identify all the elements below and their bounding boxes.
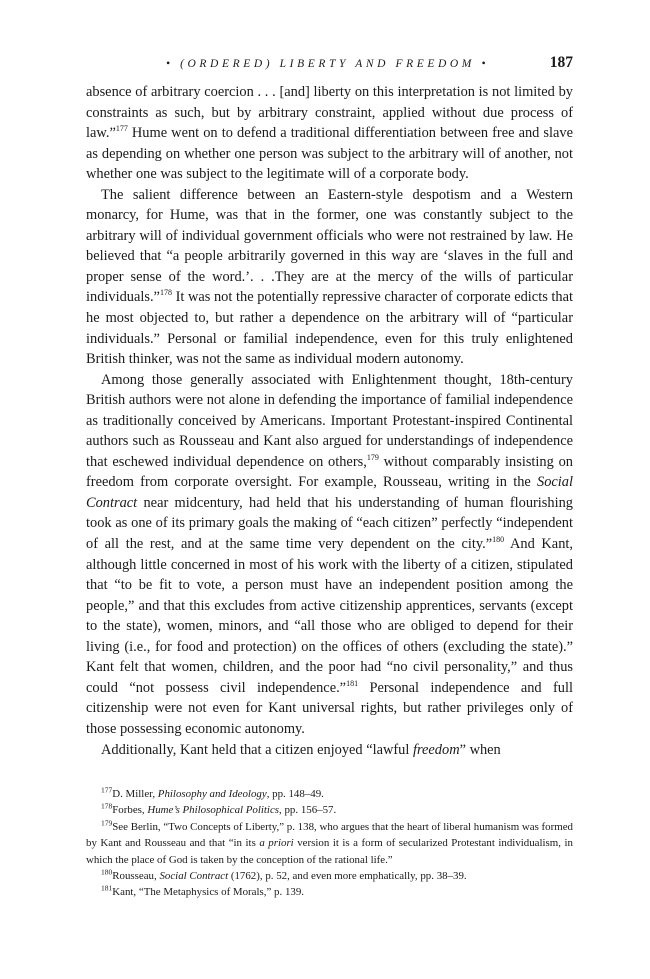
body-text (86, 82, 573, 760)
italic-title: Social Contract (159, 870, 229, 883)
italic-title: Social Contract (86, 474, 573, 511)
italic-title: freedom (412, 741, 460, 758)
footnote: $^{179}$See Berlin, “Two Concepts of Liberty,” p. 138, who argues that the heart of liberal humanism was formed by Kant and Rousseau and that “in its a priori version it is a form of secularized Protestant individualism, in which the place of God is taken by the conception of the rational life.” (86, 818, 574, 866)
paragraph: absence of arbitrary coercion . . . [and] liberty on this interpretation is not limited by constraints as such, but by arbitrary constraint, applied without due process of law.”$^{177}$ Hume went on to defend a traditional differentiation between free and slave as depending on whether one person was subject to the arbitrary will of another, not whether one was subject to the legitimate will of a corporate body. (86, 84, 573, 183)
footnote-number: 177 (101, 785, 113, 795)
footnote-reference[interactable]: 179 (366, 453, 379, 463)
italic-title: Philosophy and Ideology (157, 788, 267, 801)
footnote: $^{180}$Rousseau, Social Contract (1762), p. 52, and even more emphatically, pp. 38–39. (101, 867, 467, 883)
footnote-number: 181 (101, 883, 113, 893)
footnote-reference[interactable]: 177 (115, 124, 128, 134)
footnote: $^{181}$Kant, “The Metaphysics of Morals,” p. 139. (101, 883, 305, 899)
footnote-number: 179 (101, 818, 113, 828)
running-head (86, 52, 573, 76)
paragraph: Additionally, Kant held that a citizen enjoyed “lawful freedom” when (101, 741, 501, 758)
paragraph: The salient difference between an Eastern-style despotism and a Western monarcy, for Hume, was that in the former, one was constantly subject to the arbitrary will of individual government officials who were not restrained by law. He believed that “a people arbitrarily governed in this way are ‘slaves in the full and proper sense of the word.’. . .They are at the mercy of the wills of particular individuals.”$^{178}$ It was not the potentially repressive character of corporate edicts that he most objected to, but rather a dependence on the arbitrary will of “particular individuals.” Personal or familial independence, even for this truly enlightened British thinker, was not the same as individual modern autonomy. (86, 186, 573, 368)
italic-title: a priori (259, 837, 294, 850)
running-title: • (ORDERED) LIBERTY AND FREEDOM • (166, 58, 490, 70)
footnote-number: 178 (101, 801, 113, 811)
footnote-reference[interactable]: 178 (159, 288, 172, 298)
paragraph: Among those generally associated with Enlightenment thought, 18th-century British authors were not alone in defending the importance of familial independence as traditionally conceived by Americans. Important Protestant-inspired Continental authors such as Rousseau and Kant also argued for understandings of independence that eschewed individual dependence on others,$^{179}$ without comparably insisting on freedom from corporate oversight. For example, Rousseau, writing in the Social Contract near midcentury, had held that his understanding of human flourishing took as one of its primary goals the making of “each citizen” perfectly “independent of all the rest, and at the same time very dependent on the city.”$^{180}$ And Kant, although little concerned in most of his work with the liberty of a citizen, stipulated that “to be fit to vote, a person must have an independent position among the people,” and that this excludes from active citizenship apprentices, servants (except to the state), women, minors, and “all those who are obliged to depend for their living (i.e., for food and protection) on the offices of others (excluding the state).” Kant felt that women, children, and the poor had “no civil personality,” and thus could “not possess civil independence.”$^{181}$ Personal independence and full citizenship were not even for Kant universal rights, but rather privileges only of those possessing economic autonomy. (86, 371, 573, 737)
footnote-number: 180 (101, 867, 113, 877)
footnote-reference[interactable]: 181 (346, 679, 359, 689)
footnote: $^{177}$D. Miller, Philosophy and Ideology, pp. 148–49. (101, 785, 324, 801)
page-number: 187 (549, 54, 573, 71)
footnote: $^{178}$Forbes, Hume’s Philosophical Politics, pp. 156–57. (101, 801, 337, 817)
footnote-reference[interactable]: 180 (492, 535, 505, 545)
footnotes (86, 786, 573, 901)
italic-title: Hume’s Philosophical Politics (147, 804, 280, 817)
book-page (86, 52, 573, 901)
